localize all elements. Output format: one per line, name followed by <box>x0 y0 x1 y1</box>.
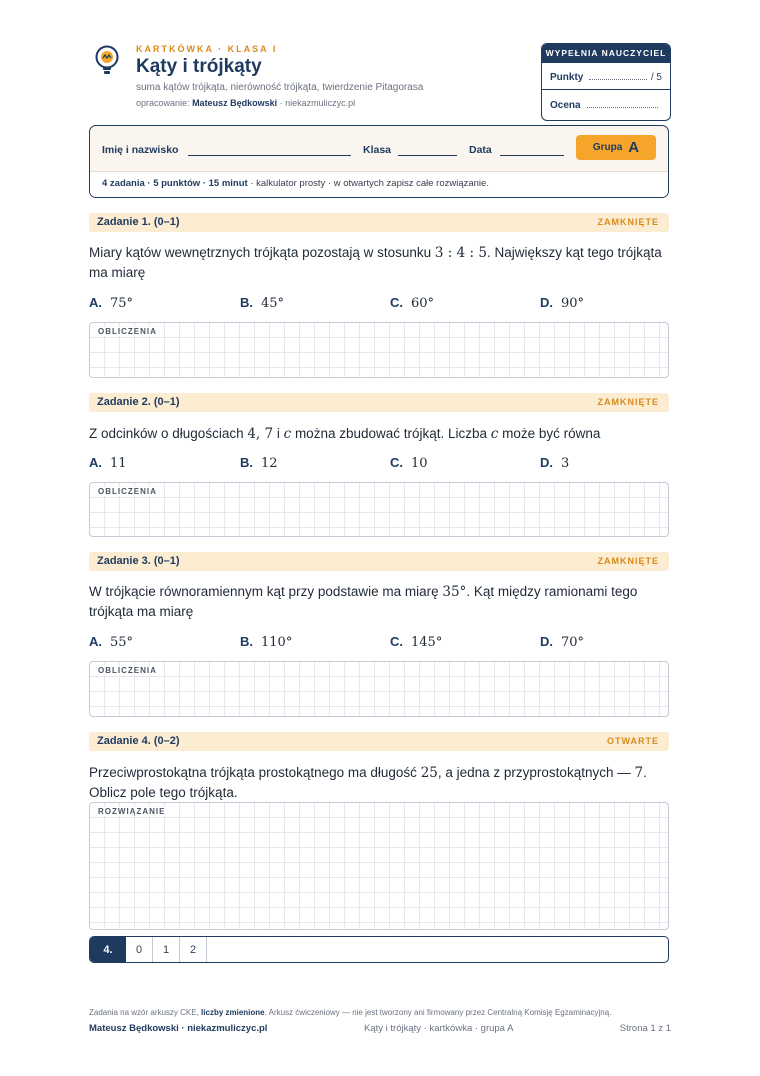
task-2-question <box>89 424 669 444</box>
name-field[interactable] <box>188 155 351 156</box>
grade-field[interactable] <box>587 107 658 108</box>
score-option-2[interactable]: 2 <box>180 937 207 962</box>
points-field[interactable] <box>589 79 647 80</box>
group-label: Grupa <box>592 142 623 153</box>
answer-value: 145° <box>411 635 443 650</box>
task-1-work-label: OBLICZENIA <box>98 327 157 336</box>
answer-letter: B. <box>240 455 253 470</box>
task-1-answer-b[interactable] <box>240 295 284 311</box>
grade-row <box>550 100 662 111</box>
answer-value: 45° <box>261 296 285 311</box>
task-3-answer-c[interactable] <box>390 634 442 650</box>
answer-letter: D. <box>540 455 553 470</box>
task-4-solution-label: ROZWIĄZANIE <box>98 807 166 816</box>
author-prefix: opracowanie: <box>136 98 190 108</box>
info-rest: · kalkulator prosty · w otwartych zapisz całe rozwiązanie. <box>247 178 489 189</box>
student-card <box>89 125 669 198</box>
task-2-header <box>89 393 669 412</box>
task-2-var-c: c <box>283 426 292 442</box>
task-3-text-a: W trójkącie równoramiennym kąt przy podstawie ma miarę <box>89 584 443 599</box>
answer-letter: B. <box>240 634 253 649</box>
footer-note-b: . Arkusz ćwiczeniowy — nie jest tworzony ani firmowany przez Centralną Komisję Egzaminacyjną. <box>264 1008 612 1017</box>
answer-value: 90° <box>561 296 585 311</box>
task-2-var-c-2: c <box>490 426 499 442</box>
task-4-text-a: Przeciwprostokątna trójkąta prostokątnego ma długość <box>89 765 421 780</box>
task-2-answer-b[interactable] <box>240 455 278 471</box>
answer-value: 70° <box>561 635 585 650</box>
task-2-text-a: Z odcinków o długościach <box>89 426 248 441</box>
author-suffix: · niekazmuliczyc.pl <box>279 98 356 108</box>
task-1-work-area[interactable] <box>89 322 669 378</box>
task-2-work-label: OBLICZENIA <box>98 487 157 496</box>
task-2-answer-c[interactable] <box>390 455 428 471</box>
answer-value: 75° <box>110 296 134 311</box>
task-2-title: Zadanie 2. (0–1) <box>97 396 180 408</box>
grade-label: Ocena <box>550 100 581 111</box>
task-2-text-c: można zbudować trójkąt. Liczba <box>291 426 491 441</box>
task-1-text-b: . Największy kąt tego trójkąta ma miarę <box>89 245 662 280</box>
footer-note-bold: liczby zmienione <box>201 1008 265 1017</box>
answer-letter: D. <box>540 634 553 649</box>
answer-value: 12 <box>261 456 278 471</box>
task-3-title: Zadanie 3. (0–1) <box>97 555 180 567</box>
task-1-answer-c[interactable] <box>390 295 434 311</box>
task-3-work-area[interactable] <box>89 661 669 717</box>
score-option-0[interactable]: 0 <box>126 937 153 962</box>
task-3-work-label: OBLICZENIA <box>98 666 157 675</box>
score-option-1[interactable]: 1 <box>153 937 180 962</box>
worksheet-info <box>102 178 489 189</box>
answer-letter: A. <box>89 634 102 649</box>
teacher-box <box>541 43 671 121</box>
task-4-question <box>89 763 669 803</box>
task-3-question <box>89 582 669 622</box>
task-3-text-b: . Kąt między ramionami tego trójkąta ma miarę <box>89 584 638 619</box>
task-4-score-row <box>89 936 669 963</box>
task-1-question <box>89 243 669 283</box>
task-1-type: ZAMKNIĘTE <box>597 217 659 227</box>
footer-center: Kąty i trójkąty · kartkówka · grupa A <box>364 1023 514 1034</box>
task-2-type: ZAMKNIĘTE <box>597 397 659 407</box>
date-label: Data <box>469 144 492 156</box>
task-4-text-b: , a jedna z przyprostokątnych — <box>437 765 635 780</box>
answer-letter: C. <box>390 634 403 649</box>
points-label: Punkty <box>550 72 584 83</box>
task-1-answer-a[interactable] <box>89 295 133 311</box>
task-4-solution-area[interactable] <box>89 802 669 930</box>
answer-letter: B. <box>240 295 253 310</box>
footer-note-a: Zadania na wzór arkuszy CKE, <box>89 1008 202 1017</box>
task-2-answer-a[interactable] <box>89 455 127 471</box>
footer-note <box>89 1008 611 1017</box>
task-3-answer-b[interactable] <box>240 634 292 650</box>
task-3-type: ZAMKNIĘTE <box>597 556 659 566</box>
answer-letter: D. <box>540 295 553 310</box>
answer-value: 110° <box>261 635 293 650</box>
task-2-work-area[interactable] <box>89 482 669 537</box>
task-4-hypotenuse: 25 <box>420 765 438 781</box>
task-2-text-b: i <box>273 426 284 441</box>
task-2-text-d: może być równa <box>498 426 601 441</box>
group-letter: A <box>628 139 640 156</box>
task-1-text-a: Miary kątów wewnętrznych trójkąta pozostają w stosunku <box>89 245 435 260</box>
task-4-type: OTWARTE <box>607 736 659 746</box>
author-line <box>136 98 355 108</box>
answer-value: 11 <box>110 456 127 471</box>
class-field[interactable] <box>398 155 457 156</box>
score-task-number: 4. <box>90 937 126 962</box>
answer-value: 3 <box>561 456 570 471</box>
task-1-ratio: 3 : 4 : 5 <box>434 245 487 261</box>
name-label: Imię i nazwisko <box>102 144 179 156</box>
answer-value: 60° <box>411 296 435 311</box>
answer-letter: A. <box>89 295 102 310</box>
points-row <box>550 72 662 83</box>
page-title: Kąty i trójkąty <box>136 56 262 77</box>
task-3-header <box>89 552 669 571</box>
task-4-leg: 7 <box>634 765 644 781</box>
task-1-header <box>89 213 669 232</box>
task-3-answer-a[interactable] <box>89 634 133 650</box>
points-max: / 5 <box>650 72 662 83</box>
task-4-text-c: . Oblicz pole tego trójkąta. <box>89 765 647 800</box>
worksheet-kicker: KARTKÓWKA · KLASA I <box>136 44 278 54</box>
task-1-answer-d[interactable] <box>540 295 584 311</box>
date-field[interactable] <box>500 155 564 156</box>
task-3-angle: 35° <box>442 584 467 600</box>
author-name: Mateusz Będkowski <box>192 98 278 108</box>
answer-letter: C. <box>390 455 403 470</box>
answer-value: 55° <box>110 635 134 650</box>
task-4-title: Zadanie 4. (0–2) <box>97 735 180 747</box>
teacher-box-title: WYPEŁNIA NAUCZYCIEL <box>542 44 670 63</box>
answer-value: 10 <box>411 456 428 471</box>
answer-letter: A. <box>89 455 102 470</box>
group-badge <box>576 135 656 160</box>
page-number: Strona 1 z 1 <box>619 1023 671 1034</box>
task-1-title: Zadanie 1. (0–1) <box>97 216 180 228</box>
page-subtitle: suma kątów trójkąta, nierówność trójkąta, twierdzenie Pitagorasa <box>136 82 424 93</box>
lightbulb-icon <box>92 44 122 78</box>
task-3-answer-d[interactable] <box>540 634 584 650</box>
task-2-answer-d[interactable] <box>540 455 569 471</box>
footer-author: Mateusz Będkowski · niekazmuliczyc.pl <box>89 1023 268 1034</box>
info-summary: 4 zadania · 5 punktów · 15 minut <box>102 178 248 189</box>
task-4-header <box>89 732 669 751</box>
answer-letter: C. <box>390 295 403 310</box>
task-2-lengths: 4, 7 <box>247 426 274 442</box>
teacher-divider <box>542 89 670 90</box>
class-label: Klasa <box>363 144 392 156</box>
